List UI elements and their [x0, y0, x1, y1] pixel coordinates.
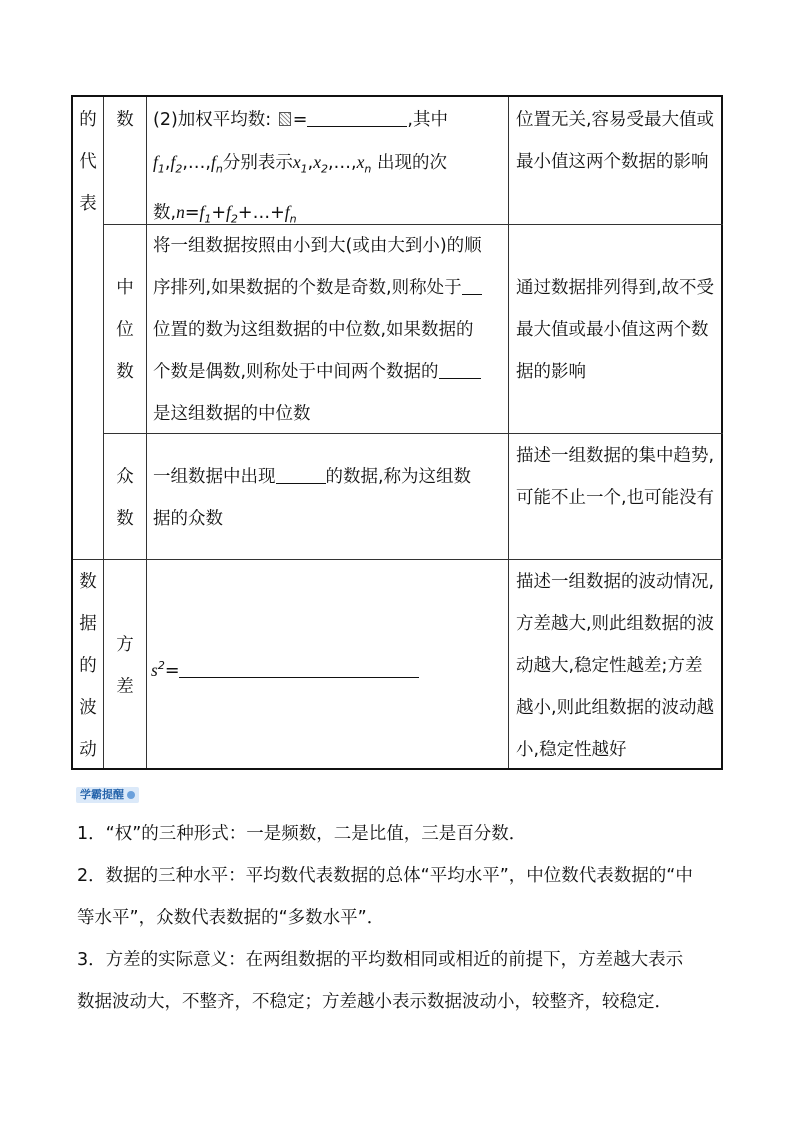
text-fragment: 序排列,如果数据的个数是奇数,则称处于	[153, 278, 462, 298]
fill-blank	[279, 657, 419, 678]
mode-definition	[153, 456, 505, 540]
tip-badge	[76, 787, 139, 803]
variance-formula	[151, 645, 503, 692]
category-char: 的	[79, 110, 97, 130]
row4-category	[73, 561, 103, 771]
weighted-mean-label: (2)加权平均数:	[153, 110, 277, 130]
row4-term	[104, 624, 146, 708]
variance-symbol: s	[151, 659, 158, 680]
exponent: 2	[157, 659, 165, 672]
fill-blank	[439, 358, 481, 379]
fill-blank	[462, 274, 482, 295]
term-char: 数	[116, 509, 134, 529]
row3-term	[104, 456, 146, 540]
note-line: 数据波动大，不整齐，不稳定；方差越小表示数据波动小，较整齐，较稳定．	[77, 992, 672, 1012]
term-char: 方	[116, 635, 134, 655]
term-char: 中	[116, 278, 134, 298]
text-fragment: 个数是偶数,则称处于中间两个数据的	[153, 362, 439, 382]
term-char: 差	[116, 677, 134, 697]
category-char: 波	[79, 698, 97, 718]
text-fragment: 分别表示	[222, 153, 293, 173]
category-char: 据	[79, 614, 97, 634]
equals-sign: =	[164, 660, 180, 681]
category-char: 数	[79, 572, 97, 592]
term-char: 数	[116, 110, 134, 130]
category-char: 表	[79, 194, 97, 214]
text-fragment: 出现的次	[376, 153, 447, 173]
x-bar-symbol-icon	[279, 112, 291, 126]
note-line: 等水平”，众数代表数据的“多数水平”．	[77, 908, 385, 928]
fill-blank	[307, 106, 407, 127]
text-fragment: 一组数据中出现	[153, 467, 276, 487]
row1-term	[104, 99, 146, 141]
term-char: 数	[116, 362, 134, 382]
category-char: 动	[79, 740, 97, 760]
weighted-mean-note: 位置无关,容易受最大值或最小值这两个数据的影响	[516, 110, 715, 172]
text-fragment: 数,	[153, 202, 177, 223]
term-char: 位	[116, 320, 134, 340]
category-char: 代	[79, 152, 97, 172]
row3-divider	[73, 559, 723, 560]
variance-note: 描述一组数据的波动情况,方差越大,则此组数据的波动越大,稳定性越差;方差越小,则此组数据的波动越小,稳定性越好	[516, 572, 715, 760]
equals-sign: =	[292, 110, 308, 130]
statistics-table	[71, 95, 723, 770]
note-line: 3．方差的实际意义：在两组数据的平均数相同或相近的前提下，方差越大表示	[77, 950, 684, 970]
mode-note: 描述一组数据的集中趋势,可能不止一个,也可能没有	[516, 446, 715, 508]
row1-category	[73, 99, 103, 225]
fill-blank	[276, 463, 326, 484]
note-line: 2．数据的三种水平：平均数代表数据的总体“平均水平”，中位数代表数据的“中	[77, 866, 693, 886]
text-line: 将一组数据按照由小到大(或由大到小)的顺	[153, 236, 482, 256]
row2-term	[104, 267, 146, 393]
text-line: 据的众数	[153, 509, 223, 529]
text-line: 位置的数为这组数据的中位数,如果数据的	[153, 320, 474, 340]
pencil-icon	[127, 791, 135, 799]
weighted-mean-definition: (2)加权平均数: = ,其中 $f_1,f_2,\dots,f_n$分别表示$x_1,x_2,\dots,x_n$ 出现的次 数$,n=f_1+f_2+\dots+f_n$	[153, 99, 503, 240]
text-fragment: 的数据,称为这组数	[325, 467, 472, 487]
median-definition	[153, 225, 505, 435]
note-line: 1．“权”的三种形式：一是频数，二是比值，三是百分数．	[77, 824, 527, 844]
tip-label: 学霸提醒	[80, 788, 124, 801]
term-char: 众	[116, 467, 134, 487]
text-fragment: ,其中	[407, 110, 448, 130]
fill-blank	[179, 657, 279, 678]
median-note: 通过数据排列得到,故不受最大值或最小值这两个数据的影响	[516, 278, 715, 382]
category-char: 的	[79, 656, 97, 676]
text-line: 是这组数据的中位数	[153, 404, 311, 424]
